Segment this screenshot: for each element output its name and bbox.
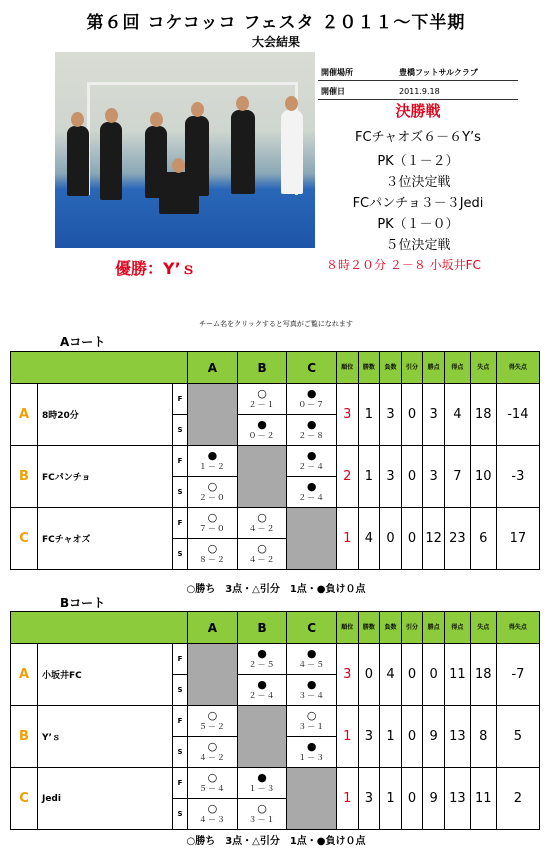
team-stat: 0 [358,644,380,706]
team-stat: 0 [380,508,402,570]
team-stat: 10 [470,446,496,508]
match-result-cell [237,675,287,706]
date-value: 2011.9.18 [399,87,440,96]
match-score: ７－０ [198,524,226,533]
self-match-cell [287,508,337,570]
table-row [11,508,540,539]
header-stat: 失点 [470,352,496,384]
page-title: 第６回 コケコッコ フェスタ ２０１１～下半期 [86,13,466,33]
match-score: １－２ [198,462,226,471]
match-score: ３－１ [248,815,276,824]
team-stat: 1 [380,768,402,830]
venue-value: 豊橋フットサルクラブ [399,68,478,77]
team-stat: 0 [401,384,423,446]
third-place-result: FCパンチョ３－３Jedi [352,196,484,211]
table-row [11,446,540,477]
team-stat: 18 [470,384,496,446]
team-stat: 13 [444,706,470,768]
win-mark-icon: ○ [207,480,218,493]
team-stat: 6 [470,508,496,570]
match-score: １－３ [298,753,326,762]
half-label: F [172,768,187,799]
team-stat: 12 [423,508,445,570]
team-stat: -3 [496,446,539,508]
header-stat: 得点 [444,612,470,644]
page-subtitle: 大会結果 [251,35,300,49]
loss-mark-icon: ● [257,647,267,660]
team-rank: 1 [337,508,359,570]
match-result-cell [188,539,238,570]
team-name-link[interactable]: FCチャオズ [37,508,172,570]
header-col-c: C [287,612,337,644]
match-result-cell [287,446,337,477]
team-stat: 0 [401,446,423,508]
team-rank: 3 [337,384,359,446]
loss-mark-icon: ● [306,678,317,691]
self-match-cell [188,644,238,706]
team-name-link[interactable]: Y’ｓ [37,706,172,768]
team-letter: A [11,384,38,446]
loss-mark-icon: ● [306,418,317,431]
final-result: FCチャオズ６－６Y’s [355,130,481,145]
team-stat: 2 [496,768,539,830]
fifth-place-heading: ５位決定戦 [385,238,451,253]
match-score: ４－２ [198,753,226,762]
team-name-link[interactable]: 小坂井FC [37,644,172,706]
self-match-cell [188,384,238,446]
table-row [11,384,540,415]
match-result-cell [237,508,287,539]
match-result-cell [237,768,287,799]
date-label: 開催日 [321,87,345,96]
team-letter: C [11,508,38,570]
self-match-cell [237,446,287,508]
match-result-cell [188,477,238,508]
header-stat: 順位 [337,612,359,644]
court-a-table [10,351,540,570]
match-result-cell [188,799,238,830]
self-match-cell [287,768,337,830]
loss-mark-icon: ● [257,678,267,691]
court-b-label: Bコート [60,596,106,610]
header-blank [11,612,188,644]
team-stat: 3 [358,706,380,768]
legend-b: ○勝ち 3点・△引分 1点・●負け０点 [186,836,366,847]
match-score: ２－４ [298,462,326,471]
table-row [11,768,540,799]
court-a-label: Aコート [60,335,106,349]
match-score: ２－４ [248,691,276,700]
team-stat: 11 [444,644,470,706]
team-stat: -14 [496,384,539,446]
match-score: ３－４ [298,691,326,700]
header-col-c: C [287,352,337,384]
team-name-link[interactable]: Jedi [37,768,172,830]
win-mark-icon: ○ [257,387,267,400]
match-result-cell [237,799,287,830]
win-mark-icon: ○ [207,511,218,524]
win-mark-icon: ○ [257,802,267,815]
half-label: F [172,384,187,415]
team-stat: 0 [423,644,445,706]
team-stat: 3 [358,768,380,830]
venue-label: 開催場所 [321,68,353,77]
match-result-cell [287,415,337,446]
team-stat: 1 [358,384,380,446]
team-photo[interactable] [55,52,315,248]
header-stat: 得失点 [496,352,539,384]
team-stat: 0 [401,768,423,830]
match-result-cell [287,384,337,415]
loss-mark-icon: ● [257,418,267,431]
match-result-cell [188,508,238,539]
header-stat: 失点 [470,612,496,644]
header-col-b: B [237,612,287,644]
team-letter: B [11,706,38,768]
header-stat: 勝数 [358,612,380,644]
loss-mark-icon: ● [207,449,218,462]
team-stat: 4 [380,644,402,706]
match-score: ４－２ [248,524,276,533]
match-score: ２－０ [198,493,226,502]
loss-mark-icon: ● [306,387,317,400]
team-stat: 0 [401,644,423,706]
team-stat: 0 [401,706,423,768]
match-result-cell [287,644,337,675]
loss-mark-icon: ● [306,647,317,660]
match-score: ８－２ [198,555,226,564]
team-stat: 8 [470,706,496,768]
self-match-cell [237,706,287,768]
team-stat: 1 [358,446,380,508]
match-result-cell [188,737,238,768]
match-result-cell [237,384,287,415]
table-row [11,644,540,675]
half-label: S [172,539,187,570]
third-place-pk: PK（１－０） [377,217,459,232]
team-letter: A [11,644,38,706]
photo-note: チーム名をクリックすると写真がご覧になれます [199,320,353,328]
match-score: ３－１ [298,722,326,731]
match-result-cell [287,477,337,508]
header-col-a: A [188,352,238,384]
fifth-place-result: ８時２０分 ２－８ 小坂井FC [326,258,481,272]
header-stat: 得点 [444,352,470,384]
team-rank: 1 [337,768,359,830]
team-rank: 2 [337,446,359,508]
match-score: ０－７ [298,400,326,409]
team-stat: 4 [358,508,380,570]
third-place-heading: ３位決定戦 [385,175,451,190]
match-score: ２－５ [248,660,276,669]
team-stat: 3 [380,384,402,446]
header-stat: 引分 [401,352,423,384]
match-score: ２－１ [248,400,276,409]
team-stat: 18 [470,644,496,706]
header-stat: 得失点 [496,612,539,644]
header-col-b: B [237,352,287,384]
win-mark-icon: ○ [207,740,218,753]
team-stat: 17 [496,508,539,570]
team-name-link[interactable]: FCパンチョ [37,446,172,508]
half-label: S [172,415,187,446]
half-label: S [172,737,187,768]
half-label: S [172,477,187,508]
team-stat: 0 [401,508,423,570]
header-stat: 勝数 [358,352,380,384]
match-result-cell [287,675,337,706]
match-score: ４－５ [298,660,326,669]
match-score: ２－８ [298,431,326,440]
team-stat: 9 [423,768,445,830]
team-stat: 1 [380,706,402,768]
half-label: F [172,644,187,675]
table-row [11,706,540,737]
final-heading: 決勝戦 [395,102,441,120]
team-stat: 5 [496,706,539,768]
header-stat: 引分 [401,612,423,644]
match-score: ５－４ [198,784,226,793]
team-stat: 3 [423,384,445,446]
final-pk: PK（１－２） [377,154,459,169]
team-name-link[interactable]: 8時20分 [37,384,172,446]
match-result-cell [237,539,287,570]
team-letter: C [11,768,38,830]
win-mark-icon: ○ [207,542,218,555]
match-result-cell [237,415,287,446]
half-label: F [172,446,187,477]
win-mark-icon: ○ [207,771,218,784]
half-label: F [172,508,187,539]
match-score: ５－２ [198,722,226,731]
loss-mark-icon: ● [257,771,267,784]
half-label: S [172,799,187,830]
loss-mark-icon: ● [306,449,317,462]
win-mark-icon: ○ [257,542,267,555]
team-rank: 3 [337,644,359,706]
win-mark-icon: ○ [257,511,267,524]
header-stat: 勝点 [423,612,445,644]
match-result-cell [237,644,287,675]
header-blank [11,352,188,384]
team-stat: 23 [444,508,470,570]
win-mark-icon: ○ [207,802,218,815]
team-stat: -7 [496,644,539,706]
half-label: S [172,675,187,706]
header-stat: 順位 [337,352,359,384]
match-score: ２－４ [298,493,326,502]
winner-label: 優勝：Y’ｓ [115,259,197,278]
team-rank: 1 [337,706,359,768]
team-stat: 13 [444,768,470,830]
match-result-cell [188,706,238,737]
match-result-cell [287,706,337,737]
half-label: F [172,706,187,737]
match-result-cell [188,768,238,799]
loss-mark-icon: ● [306,740,317,753]
loss-mark-icon: ● [306,480,317,493]
team-stat: 7 [444,446,470,508]
team-stat: 3 [380,446,402,508]
team-stat: 3 [423,446,445,508]
legend-a: ○勝ち 3点・△引分 1点・●負け０点 [186,584,366,595]
header-stat: 勝点 [423,352,445,384]
header-col-a: A [188,612,238,644]
header-stat: 負数 [380,612,402,644]
court-b-table [10,611,540,830]
match-score: ４－２ [248,555,276,564]
team-stat: 9 [423,706,445,768]
win-mark-icon: ○ [207,709,218,722]
win-mark-icon: ○ [306,709,317,722]
match-score: １－３ [248,784,276,793]
match-result-cell [287,737,337,768]
match-score: ４－３ [198,815,226,824]
team-stat: 11 [470,768,496,830]
match-score: ０－２ [248,431,276,440]
team-letter: B [11,446,38,508]
event-info [318,66,518,100]
match-result-cell [188,446,238,477]
header-stat: 負数 [380,352,402,384]
team-stat: 4 [444,384,470,446]
